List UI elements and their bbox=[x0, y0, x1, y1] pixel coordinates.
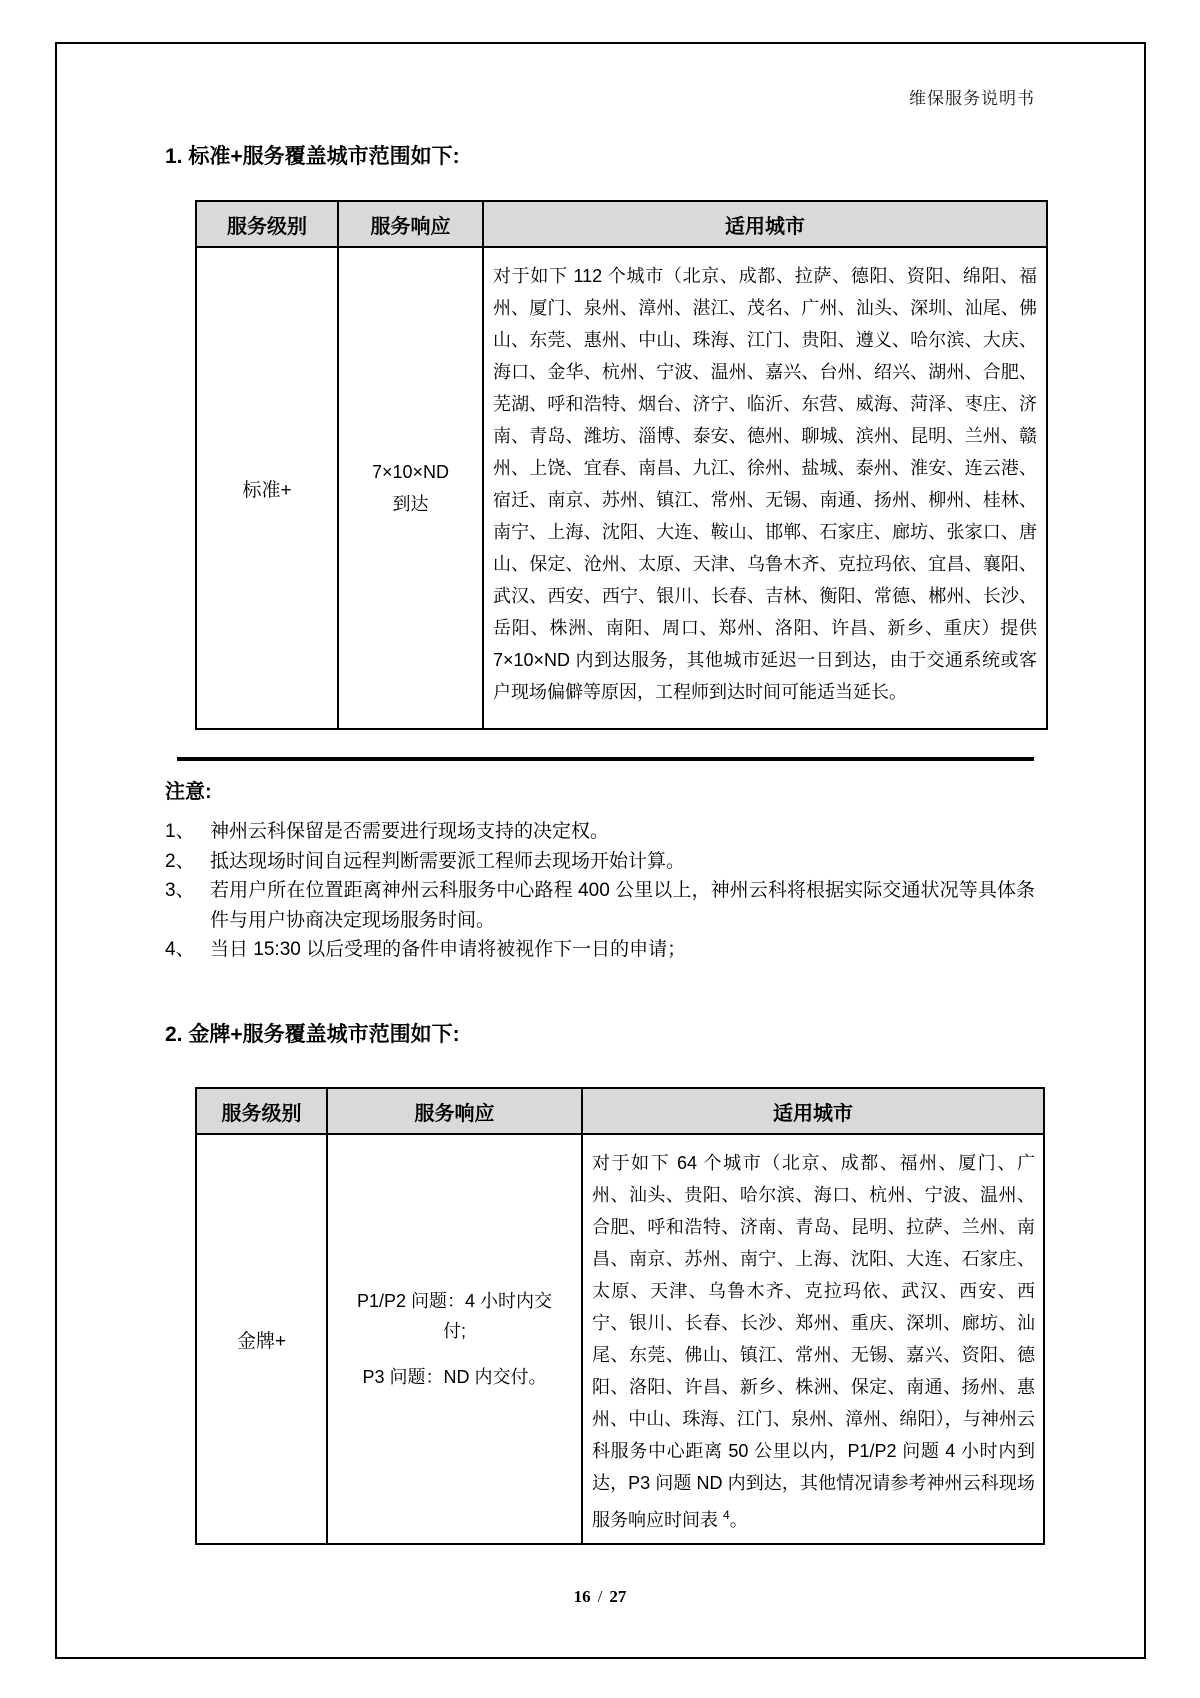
table2-header-row bbox=[196, 1088, 1044, 1134]
standard-plus-service-table bbox=[195, 200, 1048, 730]
section-divider-rule bbox=[177, 757, 1034, 761]
table2-response-p1p2: P1/P2 问题：4 小时内交付; bbox=[356, 1291, 553, 1341]
table1-service-response-cell bbox=[338, 247, 483, 729]
table2-cities-cell bbox=[582, 1134, 1044, 1544]
note-number: 3、 bbox=[165, 880, 195, 901]
note-number: 4、 bbox=[165, 939, 195, 960]
table2-data-row bbox=[196, 1134, 1044, 1544]
table1-header-row bbox=[196, 201, 1047, 247]
notes-title: 注意: bbox=[165, 781, 212, 803]
note-item-1 bbox=[165, 817, 1035, 847]
footnote-reference: 4 bbox=[723, 1508, 730, 1522]
table2-cities-text: 对于如下 64 个城市（北京、成都、福州、厦门、广州、汕头、贵阳、哈尔滨、海口、杭州、宁波、温州、合肥、呼和浩特、济南、青岛、昆明、拉萨、兰州、南昌、南京、苏州、南宁、上海、沈阳、大连、石家庄、太原、天津、乌鲁木齐、克拉玛依、武汉、西安、西宁、银川、长春、长沙、郑州、重庆、深圳、廊坊、汕尾、东莞、佛山、镇江、常州、无锡、嘉兴、资阳、德阳、洛阳、许昌、新乡、株洲、保定、南通、扬州、惠州、中山、珠海、江门、泉州、漳州、绵阳），与神州云科服务中心距离 50 公里以内，P1/P2 问题 4 小时内到达，P3 问题 ND 内到达，其他情况请参考神州云科现场服务响应时间表 bbox=[592, 1153, 1035, 1530]
note-text: 若用户所在位置距离神州云科服务中心路程 400 公里以上，神州云科将根据实际交通状况等具体条件与用户协商决定现场服务时间。 bbox=[210, 880, 1035, 931]
table2-col-header-cities: 适用城市 bbox=[582, 1088, 1044, 1134]
note-item-3 bbox=[165, 876, 1035, 935]
table2-cities-text-end: 。 bbox=[729, 1510, 748, 1530]
table1-data-row bbox=[196, 247, 1047, 729]
table1-response-line1: 7×10×ND bbox=[371, 462, 450, 482]
page-number-current: 16 bbox=[573, 1587, 591, 1606]
table1-service-level-cell: 标准+ bbox=[196, 247, 338, 729]
table1-col-header-cities: 适用城市 bbox=[483, 201, 1047, 247]
document-header-title: 维保服务说明书 bbox=[909, 89, 1035, 108]
table1-col-header-service-level: 服务级别 bbox=[196, 201, 338, 247]
note-number: 2、 bbox=[165, 850, 195, 872]
section1-heading: 1. 标准+服务覆盖城市范围如下: bbox=[165, 145, 460, 168]
table1-response-line2: 到达 bbox=[392, 494, 429, 514]
note-item-4 bbox=[165, 935, 1035, 965]
table2-service-level-cell: 金牌+ bbox=[196, 1134, 327, 1544]
note-text: 当日 15:30 以后受理的备件申请将被视作下一日的申请； bbox=[210, 939, 687, 960]
table2-col-header-service-level: 服务级别 bbox=[196, 1088, 327, 1134]
table2-service-response-cell bbox=[327, 1134, 582, 1544]
table2-col-header-service-response: 服务响应 bbox=[327, 1088, 582, 1134]
page-number-separator: / bbox=[597, 1587, 603, 1606]
note-text: 抵达现场时间自远程判断需要派工程师去现场开始计算。 bbox=[210, 850, 686, 872]
page-number-total: 27 bbox=[609, 1587, 627, 1606]
page-number-footer bbox=[0, 1587, 1200, 1607]
notes-list bbox=[165, 817, 1035, 965]
gold-plus-service-table bbox=[195, 1087, 1045, 1545]
note-text: 神州云科保留是否需要进行现场支持的决定权。 bbox=[210, 821, 610, 842]
table2-response-p3: P3 问题：ND 内交付。 bbox=[362, 1367, 547, 1387]
table1-col-header-service-response: 服务响应 bbox=[338, 201, 483, 247]
table1-cities-cell: 对于如下 112 个城市（北京、成都、拉萨、德阳、资阳、绵阳、福州、厦门、泉州、漳州、湛江、茂名、广州、汕头、深圳、汕尾、佛山、东莞、惠州、中山、珠海、江门、贵阳、遵义、哈尔滨、大庆、海口、金华、杭州、宁波、温州、嘉兴、台州、绍兴、湖州、合肥、芜湖、呼和浩特、烟台、济宁、临沂、东营、威海、菏泽、枣庄、济南、青岛、潍坊、淄博、泰安、德州、聊城、滨州、昆明、兰州、赣州、上饶、宜春、南昌、九江、徐州、盐城、泰州、淮安、连云港、宿迁、南京、苏州、镇江、常州、无锡、南通、扬州、柳州、桂林、南宁、上海、沈阳、大连、鞍山、邯郸、石家庄、廊坊、张家口、唐山、保定、沧州、太原、天津、乌鲁木齐、克拉玛依、宜昌、襄阳、武汉、西安、西宁、银川、长春、吉林、衡阳、常德、郴州、长沙、岳阳、株洲、南阳、周口、郑州、洛阳、许昌、新乡、重庆）提供 7×10×ND 内到达服务，其他城市延迟一日到达，由于交通系统或客户现场偏僻等原因，工程师到达时间可能适当延长。 bbox=[483, 247, 1047, 729]
note-item-2 bbox=[165, 847, 1035, 877]
section2-heading: 2. 金牌+服务覆盖城市范围如下: bbox=[165, 1023, 460, 1046]
note-number: 1、 bbox=[165, 821, 195, 842]
